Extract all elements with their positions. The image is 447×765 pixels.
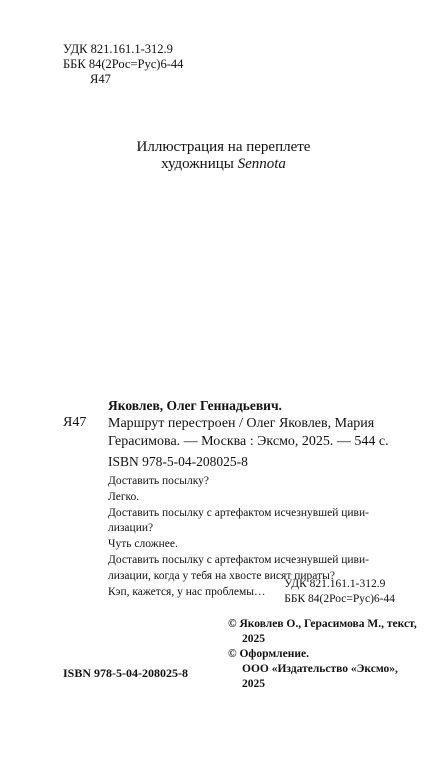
illustration-credit (0, 139, 447, 173)
copyright-line-2: 2025 (242, 633, 265, 645)
illustration-line-2 (0, 156, 447, 173)
author-mark: Я47 (90, 72, 111, 86)
bib-line-2: Герасимова. — Москва : Эксмо, 2025. — 544 с. (108, 434, 389, 449)
catalog-author-mark: Я47 (63, 415, 87, 430)
copyright-line-5: 2025 (242, 678, 265, 690)
annotation-line: Чуть сложнее. (108, 538, 178, 551)
isbn-bottom: ISBN 978-5-04-208025-8 (63, 666, 188, 680)
catalog-author: Яковлев, Олег Геннадьевич. (108, 398, 282, 413)
illustration-line-1: Иллюстрация на переплете (136, 139, 311, 155)
bibliographic-description (108, 415, 430, 451)
annotation-line: Кэп, кажется, у нас проблемы… (108, 585, 266, 598)
annotation-line: Доставить посылку с артефактом исчезнувшей циви- (108, 506, 369, 519)
annotation-line: Доставить посылку с артефактом исчезнувшей циви- (108, 553, 369, 566)
catalog-isbn: ISBN 978-5-04-208025-8 (108, 454, 248, 469)
artist-name: Sennota (237, 156, 286, 172)
copyright-block (228, 617, 417, 692)
annotation-line: Легко. (108, 490, 140, 503)
bbk-code: ББК 84(2Рос=Рус)6-44 (63, 57, 184, 71)
annotation-line: лизации, когда у тебя на хвосте висят пираты? (108, 569, 335, 582)
annotation-line: лизации? (108, 522, 154, 535)
annotation-line: Доставить посылку? (108, 475, 210, 487)
udc-block-top (63, 42, 183, 87)
illustration-prefix: художницы (161, 156, 234, 172)
copyright-line-1: © Яковлев О., Герасимова М., текст, (228, 618, 417, 630)
bbk-code-right: ББК 84(2Рос=Рус)6-44 (284, 593, 395, 605)
copyright-line-4: ООО «Издательство «Эксмо», (242, 663, 398, 675)
udc-block-right (284, 577, 395, 607)
bib-line-1: Маршрут перестроен / Олег Яковлев, Мария (108, 416, 375, 431)
udk-code: УДК 821.161.1-312.9 (63, 42, 173, 56)
udk-code-right: УДК 821.161.1-312.9 (284, 578, 386, 590)
copyright-line-3: © Оформление. (228, 648, 309, 660)
